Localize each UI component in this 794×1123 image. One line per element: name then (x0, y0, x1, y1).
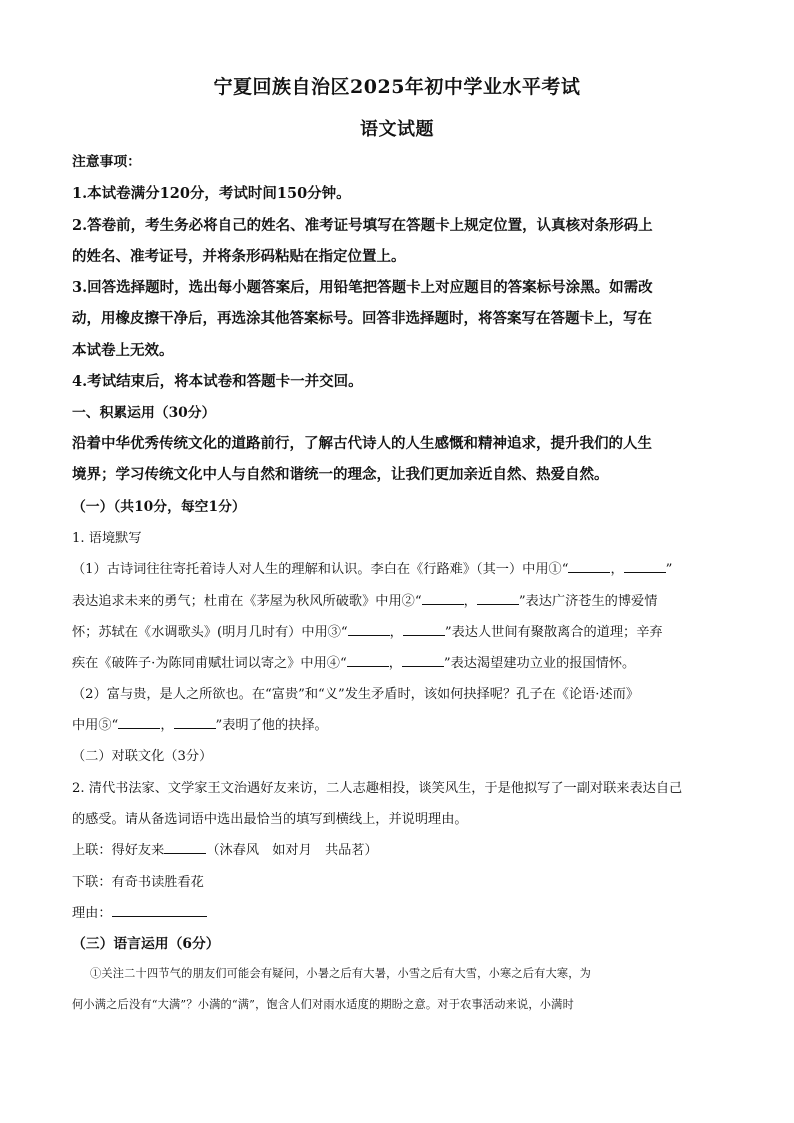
question-text: ”表明了他的抉择。 (215, 718, 328, 733)
part1-intro: 境界；学习传统文化中人与自然和谐统一的理念，让我们更加亲近自然、热爱自然。 (72, 466, 609, 483)
comma: ， (463, 594, 477, 609)
reason-line (72, 902, 207, 921)
question-text: ”表达人世间有聚散离合的道理；辛弃 (444, 625, 663, 640)
reason-answer-blank[interactable] (112, 905, 207, 917)
passage-line: 何小满之后没有“大满”？小满的“满”，饱含人们对雨水适度的期盼之意。对于农事活动来说，小满时 (72, 998, 574, 1011)
answer-blank[interactable] (568, 561, 610, 573)
answer-blank[interactable] (174, 717, 216, 729)
comma: ， (610, 562, 624, 577)
answer-blank[interactable] (422, 593, 464, 605)
sec2-heading: （二）对联文化（3分） (72, 749, 213, 764)
question-text: 表达追求未来的勇气；杜甫在《茅屋为秋风所破歌》中用②“ (72, 594, 422, 609)
question-text: 疾在《破阵子·为陈同甫赋壮词以寄之》中用④“ (72, 656, 347, 671)
part1-heading: 一、积累运用（30分） (72, 405, 216, 421)
notice-line: 本试卷上无效。 (72, 342, 174, 359)
comma: ， (389, 625, 403, 640)
comma: ， (160, 718, 174, 733)
question-text: 怀；苏轼在《水调歌头》(明月几时有）中用③“ (72, 625, 348, 640)
sec1-heading: （一）（共10分，每空1分） (72, 499, 246, 515)
couplet-upper-label: 上联：得好友来 (72, 843, 165, 858)
question-text: ”表达渴望建功立业的报国情怀。 (443, 656, 636, 671)
notice-line: 3.回答选择题时，选出每小题答案后，用铅笔把答题卡上对应题目的答案标号涂黑。如需改 (72, 279, 653, 296)
answer-blank[interactable] (477, 593, 519, 605)
part1-intro: 沿着中华优秀传统文化的道路前行，了解古代诗人的人生感慨和精神追求，提升我们的人生 (72, 435, 652, 452)
notice-line: 2.答卷前，考生务必将自己的姓名、准考证号填写在答题卡上规定位置，认真核对条形码上 (72, 217, 653, 234)
answer-blank[interactable] (402, 655, 444, 667)
notice-line: 1.本试卷满分120分，考试时间150分钟。 (72, 185, 351, 202)
notice-line: 的姓名、准考证号，并将条形码粘贴在指定位置上。 (72, 248, 406, 265)
answer-blank[interactable] (347, 655, 389, 667)
question-1-line (72, 621, 663, 640)
question-text: （1）古诗词往往寄托着诗人对人生的理解和认识。李白在《行路难》（其一）中用①“ (72, 562, 569, 577)
question-1-line (72, 558, 672, 577)
answer-blank[interactable] (118, 717, 160, 729)
question-text: ”表达广济苍生的博爱情 (518, 594, 658, 609)
passage-line: ①关注二十四节气的朋友们可能会有疑问，小暑之后有大暑，小雪之后有大雪，小寒之后有大寒，为 (90, 967, 592, 980)
question-1-line (72, 590, 657, 609)
question-1-title: 1. 语境默写 (72, 531, 142, 546)
answer-blank[interactable] (624, 561, 666, 573)
couplet-answer-blank[interactable] (164, 842, 206, 854)
question-1-line: （2）富与贵，是人之所欲也。在“富贵”和“义”发生矛盾时，该如何抉择呢？孔子在《论语·述而》 (72, 687, 640, 702)
answer-blank[interactable] (403, 624, 445, 636)
question-1-line (72, 652, 635, 671)
couplet-lower: 下联：有奇书读胜看花 (72, 875, 204, 890)
notice-line: 4.考试结束后，将本试卷和答题卡一并交回。 (72, 373, 363, 390)
couplet-upper (72, 839, 378, 858)
question-1-line (72, 714, 328, 733)
reason-label: 理由： (72, 906, 112, 921)
couplet-options: （沐春风 如对月 共品茗） (206, 843, 378, 858)
comma: ， (388, 656, 402, 671)
notice-line: 动，用橡皮擦干净后，再选涂其他答案标号。回答非选择题时，将答案写在答题卡上，写在 (72, 310, 652, 327)
exam-title: 宁夏回族自治区2025年初中学业水平考试 (213, 76, 581, 98)
answer-blank[interactable] (348, 624, 390, 636)
question-2-line: 的感受。请从备选词语中选出最恰当的填写到横线上，并说明理由。 (72, 812, 468, 827)
exam-subject: 语文试题 (360, 119, 434, 140)
question-2-line: 2. 清代书法家、文学家王文治遇好友来访，二人志趣相投，谈笑风生，于是他拟写了一副对联来表达自己 (72, 781, 683, 796)
sec3-heading: （三）语言运用（6分） (72, 936, 220, 952)
question-text: 中用⑤“ (72, 718, 119, 733)
notice-heading: 注意事项： (72, 154, 141, 170)
question-text: ” (665, 562, 673, 577)
